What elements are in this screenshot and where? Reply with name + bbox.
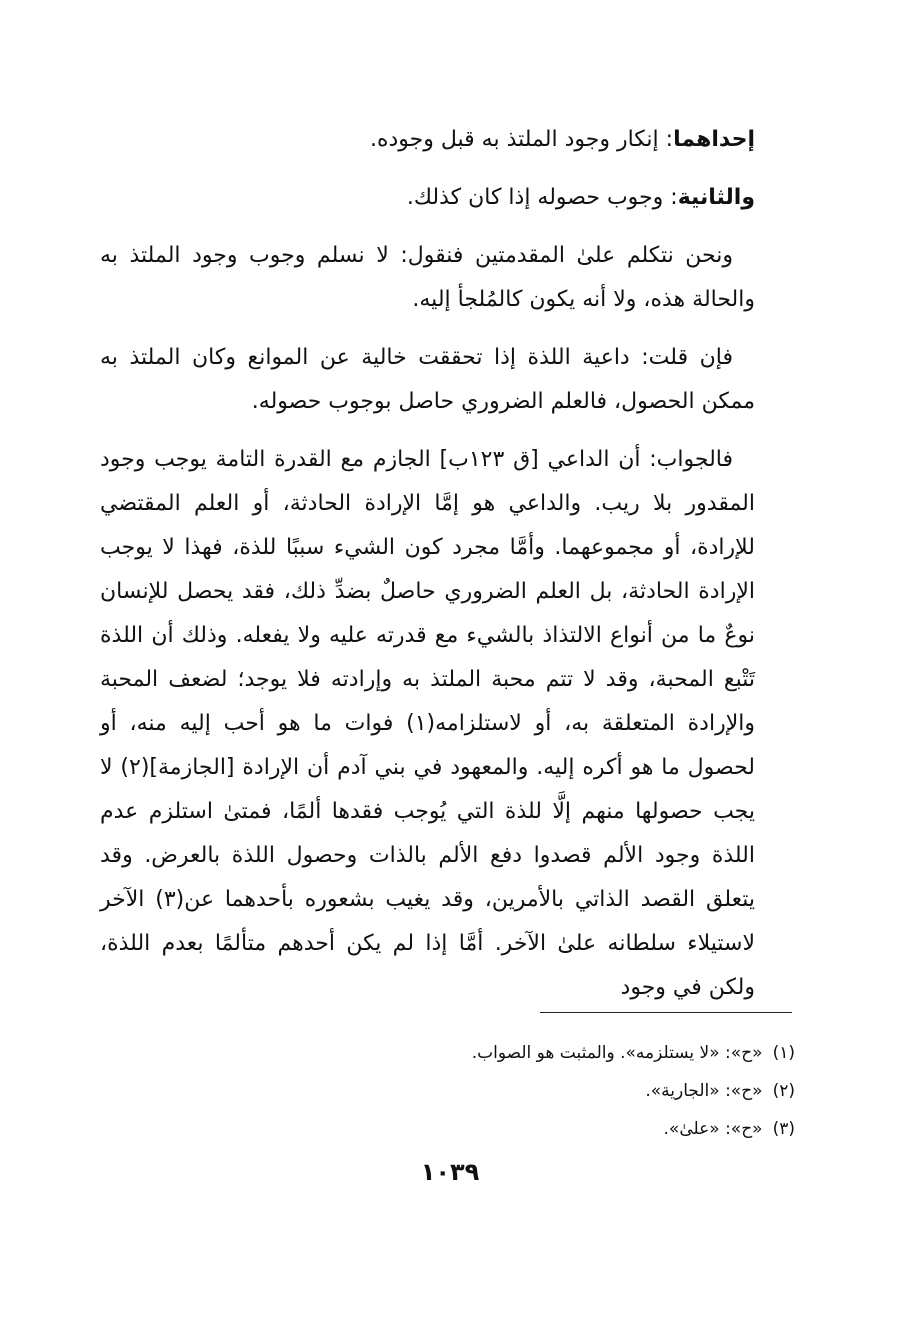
paragraph-text: : وجوب حصوله إذا كان كذلك. bbox=[406, 185, 678, 210]
footnote-number: (٢) bbox=[772, 1081, 795, 1101]
paragraph-first-premise bbox=[100, 118, 755, 162]
footnote-text: «ح»: «علىٰ». bbox=[663, 1119, 763, 1139]
footnote-item bbox=[100, 1034, 795, 1072]
footnote-text: «ح»: «لا يستلزمه». والمثبت هو الصواب. bbox=[471, 1043, 763, 1063]
paragraph-answer bbox=[100, 438, 755, 1010]
footnote-number: (٣) bbox=[772, 1119, 795, 1139]
paragraph-text: ونحن نتكلم علىٰ المقدمتين فنقول: لا نسلم وجوب وجود الملتذ به والحالة هذه، ولا أنه يكون كالمُلجأ إليه. bbox=[100, 243, 755, 312]
paragraph-second-premise bbox=[100, 176, 755, 220]
paragraph-text: : إنكار وجود الملتذ به قبل وجوده. bbox=[369, 127, 674, 152]
footnote-divider bbox=[540, 1012, 792, 1013]
paragraph-lead: والثانية bbox=[677, 185, 755, 210]
paragraph-response bbox=[100, 234, 755, 322]
footnote-text: «ح»: «الجارية». bbox=[645, 1081, 763, 1101]
paragraph-objection bbox=[100, 336, 755, 424]
footnote-number: (١) bbox=[772, 1043, 795, 1063]
paragraph-lead: إحداهما bbox=[673, 127, 755, 152]
page-number: ١٠٣٩ bbox=[420, 1158, 480, 1186]
paragraph-text: فإن قلت: داعية اللذة إذا تحققت خالية عن الموانع وكان الملتذ به ممكن الحصول، فالعلم الضروري حاصل بوجوب حصوله. bbox=[100, 345, 755, 414]
footnote-item bbox=[100, 1110, 795, 1148]
footnotes bbox=[100, 1034, 795, 1148]
main-text bbox=[100, 118, 755, 1024]
footnote-item bbox=[100, 1072, 795, 1110]
paragraph-text: فالجواب: أن الداعي [ق ١٢٣ب] الجازم مع القدرة التامة يوجب وجود المقدور بلا ريب. والداعي هو إمَّا الإرادة الحادثة، أو العلم المقتضي للإرادة، أو مجموعهما. وأمَّا مجرد كون الشيء سببًا للذة، فهذا لا يوجب الإرادة الحادثة، بل العلم الضروري حاصلٌ بضدِّ ذلك، فقد يحصل للإنسان نوعٌ ما من أنواع الالتذاذ بالشيء مع قدرته عليه ولا يفعله. وذلك أن اللذة تَتْبع المحبة، وقد لا تتم محبة الملتذ به وإرادته فلا يوجد؛ لضعف المحبة والإرادة المتعلقة به، أو لاستلزامه(١) فوات ما هو أحب إليه منه، أو لحصول ما هو أكره إليه. والمعهود في بني آدم أن الإرادة [الجازمة](٢) لا يجب حصولها منهم إلَّا للذة التي يُوجب فقدها ألمًا، فمتىٰ استلزم عدم اللذة وجود الألم قصدوا دفع الألم بالذات وحصول اللذة بالعرض. وقد يتعلق القصد الذاتي بالأمرين، وقد يغيب بشعوره بأحدهما عن(٣) الآخر لاستيلاء سلطانه علىٰ الآخر. أمَّا إذا لم يكن أحدهم متألمًا بعدم اللذة، ولكن في وجود bbox=[100, 447, 756, 1000]
